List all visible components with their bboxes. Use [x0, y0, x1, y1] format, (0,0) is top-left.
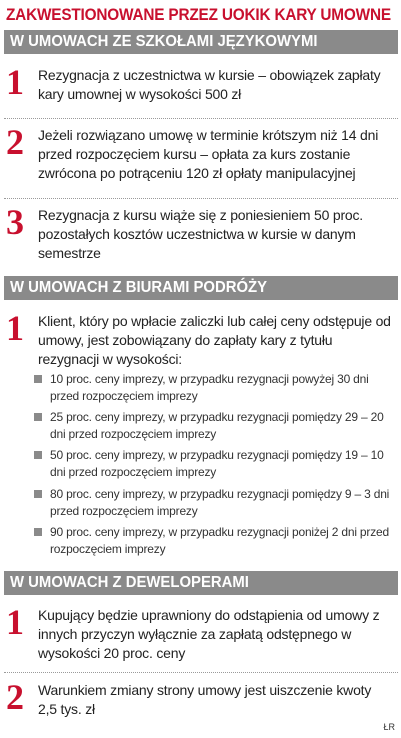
section-header-language-schools: W UMOWACH ZE SZKOŁAMI JĘZYKOWYMI: [4, 30, 398, 54]
author-credit: ŁR: [383, 722, 395, 732]
item-number: 1: [6, 602, 24, 642]
square-bullet-icon: [34, 490, 42, 498]
section-header-developers: W UMOWACH Z DEWELOPERAMI: [4, 571, 398, 595]
square-bullet-icon: [34, 375, 42, 383]
section-header-travel-agencies: W UMOWACH Z BIURAMI PODRÓŻY: [4, 276, 398, 300]
square-bullet-icon: [34, 528, 42, 536]
square-bullet-icon: [34, 413, 42, 421]
sub-item-text: 90 proc. ceny imprezy, w przypadku rezygnacji poniżej 2 dni przed rozpoczęciem imprezy: [50, 525, 389, 556]
item-number: 2: [6, 677, 24, 717]
sub-item-text: 50 proc. ceny imprezy, w przypadku rezygnacji pomiędzy 19 – 10 dni przed rozpoczęciem imprezy: [50, 448, 384, 479]
item-number: 1: [6, 308, 24, 348]
divider: [4, 672, 398, 673]
item-text: Rezygnacja z kursu wiąże się z poniesieniem 50 proc. pozostałych kosztów uczestnictwa w kursie w danym semestrze: [38, 207, 363, 261]
item-number: 2: [6, 122, 24, 162]
item-text: Kupujący będzie uprawniony do odstąpienia od umowy z innych przyczyn wyłącznie za zapłatą odstępnego w wysokości 20 proc. ceny: [38, 607, 380, 661]
divider: [4, 118, 398, 119]
item-text: Rezygnacja z uczestnictwa w kursie – obowiązek zapłaty kary umownej w wysokości 500 zł: [38, 67, 381, 102]
item-number: 3: [6, 202, 24, 242]
square-bullet-icon: [34, 451, 42, 459]
divider: [4, 198, 398, 199]
item-number: 1: [6, 62, 24, 102]
sub-item-text: 80 proc. ceny imprezy, w przypadku rezygnacji pomiędzy 9 – 3 dni przed rozpoczęciem imprezy: [50, 487, 390, 518]
sub-item-text: 10 proc. ceny imprezy, w przypadku rezygnacji powyżej 30 dni przed rozpoczęciem imprezy: [50, 372, 369, 403]
item-text: Klient, który po wpłacie zaliczki lub całej ceny odstępuje od umowy, jest zobowiązany do zapłaty kary z tytułu rezygnacji w wysokości:: [38, 313, 391, 367]
item-text: Jeżeli rozwiązano umowę w terminie krótszym niż 14 dni przed rozpoczęciem kursu – opłata za kurs zostanie zwrócona po potrąceniu 120 zł opłaty manipulacyjnej: [38, 127, 379, 181]
item-text: Warunkiem zmiany strony umowy jest uiszczenie kwoty 2,5 tys. zł: [38, 682, 372, 717]
infographic-title: ZAKWESTIONOWANE PRZEZ UOKIK KARY UMOWNE: [6, 6, 391, 24]
sub-item-text: 25 proc. ceny imprezy, w przypadku rezygnacji pomiędzy 29 – 20 dni przed rozpoczęciem imprezy: [50, 410, 384, 441]
